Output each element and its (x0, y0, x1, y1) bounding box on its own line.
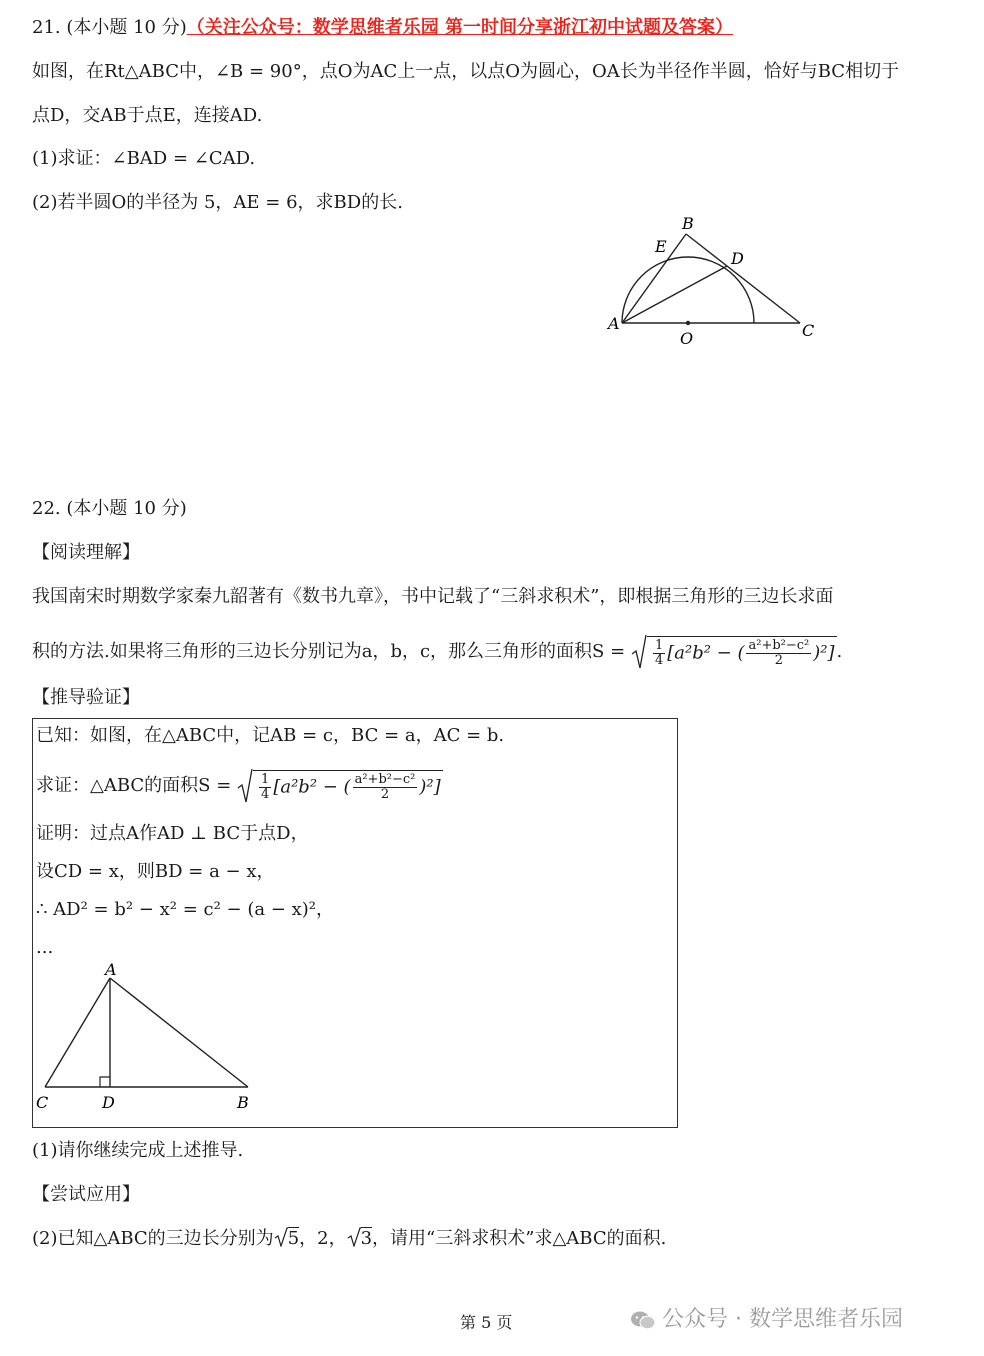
formula-inner-den: 2 (774, 653, 784, 668)
sqrt-side1 (274, 1228, 299, 1249)
watermark-text: 公众号 · 数学思维者乐园 (662, 1307, 903, 1332)
q22-read-line2-prefix: 积的方法.如果将三角形的三边长分别记为a，b，c，那么三角形的面积S = (32, 641, 626, 662)
q22-part2: (2)已知△ABC的三边长分别为 5，2， 3，请用“三斜求积术”求△ABC的面积. (32, 1228, 667, 1249)
q21-label-B: B (682, 214, 694, 233)
q22-segment-AB (110, 978, 248, 1087)
box-formula-end: )²] (419, 776, 441, 798)
q22-box-line5: ∴ AD² = b² − x² = c² − (a − x)²， (36, 899, 334, 920)
q21-label-C: C (802, 321, 815, 340)
q21-ad-text: （关注公众号：数学思维者乐园 第一时间分享浙江初中试题及答案） (186, 17, 734, 38)
q22-label-B: B (237, 1093, 249, 1112)
q21-header: 21. (本小题 10 分) (32, 17, 187, 38)
q22-box-line4: 设CD = x，则BD = a − x， (36, 861, 275, 882)
box-frac-den: 4 (261, 787, 270, 802)
q22-read-line2 (32, 636, 842, 668)
box-inner-den: 2 (380, 787, 390, 802)
q22-part2-suffix: ，请用“三斜求积术”求△ABC的面积. (372, 1228, 667, 1249)
q21-label-A: A (608, 314, 620, 333)
page-number: 第 5 页 (460, 1313, 513, 1332)
q22-read-line1: 我国南宋时期数学家秦九韶著有《数书九章》，书中记载了“三斜求积术”，即根据三角形的三边长求面 (32, 586, 834, 607)
q21-segment-AD (622, 266, 727, 323)
q22-section-read: 【阅读理解】 (32, 542, 140, 563)
q22-label-D: D (102, 1093, 115, 1112)
side1: 5 (287, 1228, 300, 1249)
box-formula-mid: [a²b² − ( (273, 776, 351, 798)
q22-box-line2 (36, 770, 443, 802)
side2: 2 (317, 1228, 329, 1249)
formula-inner-num: a²+b²−c² (748, 638, 810, 653)
q21-label-D: D (731, 249, 744, 268)
radical-sign-icon (631, 634, 647, 670)
box-frac-num: 1 (261, 772, 270, 787)
q21-label-O: O (680, 329, 694, 348)
wechat-icon (630, 1310, 656, 1330)
q21-segment-AB (622, 234, 686, 323)
right-angle-mark-icon (100, 1077, 110, 1087)
q22-header: 22. (本小题 10 分) (32, 498, 187, 519)
q21-figure (600, 210, 830, 350)
q22-section-apply: 【尝试应用】 (32, 1184, 140, 1205)
formula-frac-den: 4 (654, 653, 664, 668)
watermark (630, 1302, 903, 1333)
q21-point-O (686, 321, 690, 325)
q21-part1: (1)求证：∠BAD = ∠CAD. (32, 148, 256, 169)
q22-section-derive: 【推导验证】 (32, 687, 140, 708)
radical-sign-icon (237, 768, 253, 804)
q22-box-line6: ... (36, 937, 54, 958)
q22-segment-CA (45, 978, 110, 1087)
radical-sign-icon (347, 1227, 361, 1247)
formula-frac-num: 1 (654, 638, 664, 653)
sqrt-side3 (347, 1228, 372, 1249)
q22-box-line1: 已知：如图，在△ABC中，记AB = c，BC = a，AC = b. (36, 725, 505, 746)
q21-label-E: E (655, 237, 667, 256)
side3: 3 (360, 1228, 373, 1249)
q22-read-line2-suffix: . (836, 641, 843, 662)
q22-box-formula (253, 770, 443, 802)
q21-header-line (32, 16, 733, 40)
formula-mid: [a²b² − ( (667, 642, 745, 664)
q21-stem-line2: 点D，交AB于点E，连接AD. (32, 105, 263, 126)
q22-box-line2-prefix: 求证：△ABC的面积S = (36, 775, 232, 796)
formula-end: )²] (813, 642, 835, 664)
q22-formula (647, 636, 837, 668)
q22-part2-prefix: (2)已知△ABC的三边长分别为 (32, 1228, 274, 1249)
radical-sign-icon (274, 1227, 288, 1247)
q22-figure (30, 958, 270, 1118)
q21-stem-line1: 如图，在Rt△ABC中，∠B = 90°，点O为AC上一点，以点O为圆心，OA长为半径作半圆，恰好与BC相切于 (32, 61, 900, 82)
q22-part1: (1)请你继续完成上述推导. (32, 1140, 244, 1161)
q22-box-line3: 证明：过点A作AD ⊥ BC于点D， (36, 823, 309, 844)
q22-label-C: C (36, 1093, 49, 1112)
box-inner-num: a²+b²−c² (354, 772, 416, 787)
q21-part2: (2)若半圆O的半径为 5，AE = 6，求BD的长. (32, 192, 403, 213)
q22-label-A: A (105, 960, 117, 979)
